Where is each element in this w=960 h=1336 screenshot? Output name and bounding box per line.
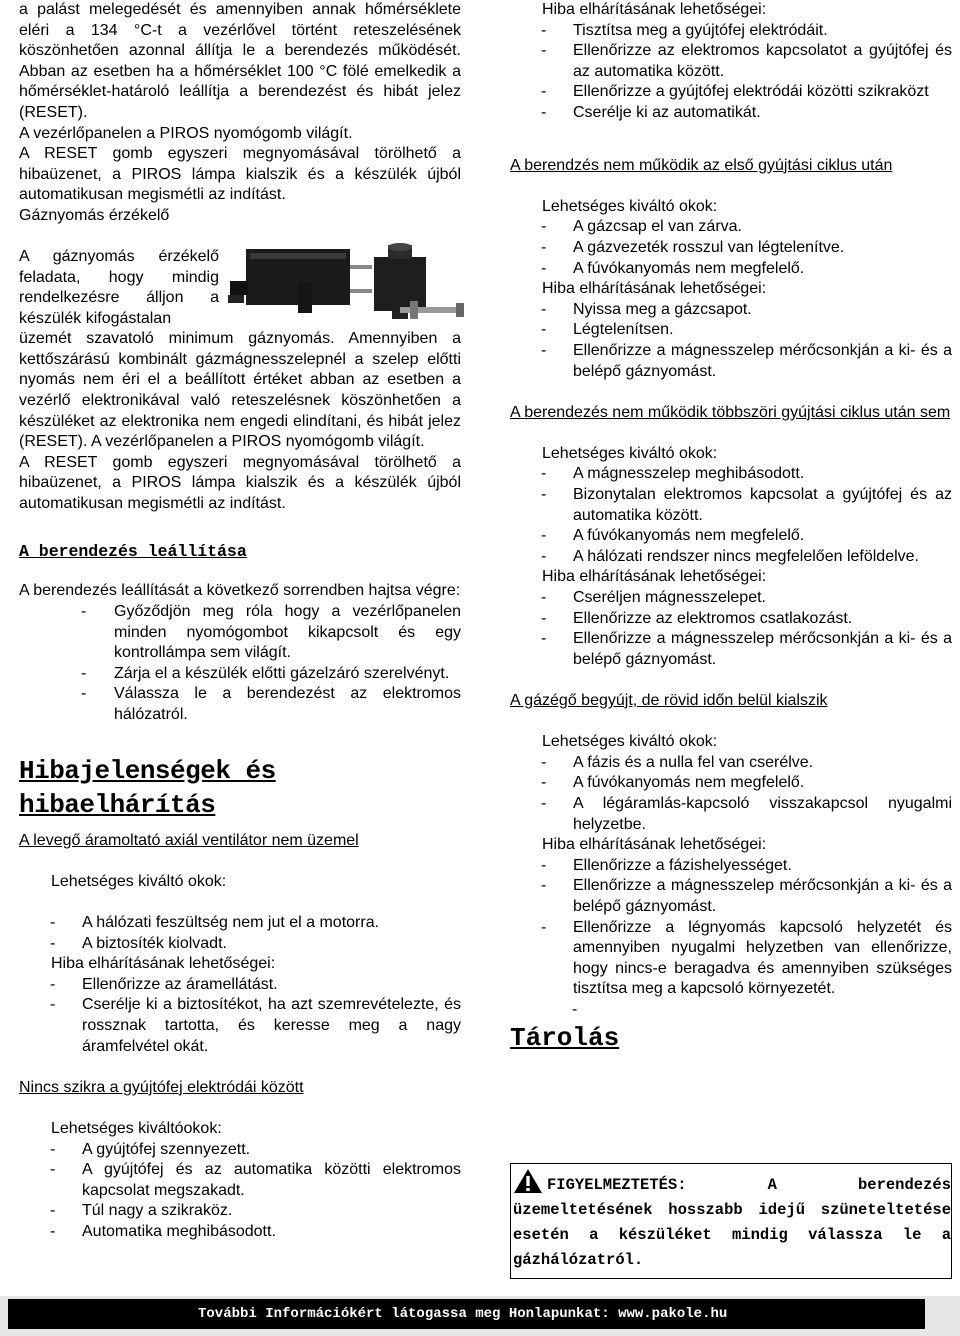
shutdown-intro: A berendezés leállítását a következő sorrendben hajtsa végre: xyxy=(19,582,461,600)
list-item: - A gázcsap el van zárva. xyxy=(541,218,742,236)
spark-fix-label: Hiba elhárításának lehetőségei: xyxy=(542,1,767,18)
first-cycle-causes-list xyxy=(510,217,952,279)
list-item: - A gázvezeték rosszul van légtelenítve. xyxy=(541,238,845,256)
fan-causes-label: Lehetséges kiváltó okok: xyxy=(51,872,227,890)
list-item: - Ellenőrizze az elektromos csatlakozást. xyxy=(541,609,853,627)
warning-text: FIGYELMEZTETÉS: A berendezés üzemeltetésének hosszabb idejű szüneteltetése esetén a készüléket mindig válassza le a gázhálózatról. xyxy=(513,1176,951,1269)
spark-fix-list xyxy=(510,21,952,124)
footer xyxy=(0,1296,960,1336)
list-item: - Bizonytalan elektromos kapcsolat a gyújtófej és az automatika között. xyxy=(541,486,952,524)
intro-paragraph: a palást melegedését és amennyiben annak hőmérséklete eléri a 134 °C-t a vezérlővel történt reteszelésének köszönhetően azonnal állítja le a berendezés működését. Abban az esetben ha a hőmérséklet 100 °C fölé emelkedik a hőmérséklet-határoló leállítja a berendezést és hibát jelez (RESET). xyxy=(19,1,461,121)
footer-text: További Információkért látogassa meg Honlapunkat: www.pakole.hu xyxy=(198,1306,728,1322)
list-item: - Légtelenítsen. xyxy=(541,321,674,339)
list-item: - Ellenőrizze a légnyomás kapcsoló helyzetét és amennyiben nyugalmi helyzetben van ellenőrizze, hogy nincs-e beragadva és amennyiben szükséges tisztítsa meg a kapcsoló környezetét. xyxy=(541,918,952,998)
sensor-block xyxy=(19,247,461,329)
left-column xyxy=(19,0,461,1243)
list-item: - Válassza le a berendezést az elektromos hálózatról. xyxy=(81,685,461,724)
list-item: - A fázis és a nulla fel van cserélve. xyxy=(541,753,814,771)
warning-icon xyxy=(513,1168,543,1194)
list-item: - Győződjön meg róla hogy a vezérlőpanelen minden nyomógombot kikapcsolt és egy kontrollámpa sem világít. xyxy=(81,603,461,662)
list-item: - Ellenőrizze a fázishelyességet. xyxy=(541,856,792,874)
gas-pressure-sensor-image xyxy=(224,243,480,327)
list-item: - A hálózati rendszer nincs megfelelően leföldelve. xyxy=(541,547,919,565)
list-item: - A fúvókanyomás nem megfelelő. xyxy=(541,774,805,792)
burner-heading: A gázégő begyújt, de rövid időn belül kialszik xyxy=(510,692,828,709)
multi-cycle-fix-list xyxy=(510,588,952,670)
fan-heading: A levegő áramoltató axiál ventilátor nem üzemel xyxy=(19,831,359,849)
list-item: - A mágnesszelep meghibásodott. xyxy=(541,465,805,483)
intro-red-button: A vezérlőpanelen a PIROS nyomógomb világít. xyxy=(19,124,353,142)
list-item: - Cserélje ki az automatikát. xyxy=(541,103,761,121)
list-item: - A gyújtófej szennyezett. xyxy=(50,1140,251,1158)
first-cycle-causes-label: Lehetséges kiváltó okok: xyxy=(542,197,718,215)
fan-fix-list xyxy=(19,975,461,1057)
stray-dash: - xyxy=(572,1000,578,1018)
first-cycle-fix-list xyxy=(510,300,952,382)
list-item: - Tisztítsa meg a gyújtófej elektródáit. xyxy=(541,21,828,39)
spark-causes-label: Lehetséges kiváltóokok: xyxy=(51,1119,222,1137)
multi-cycle-causes-list xyxy=(510,464,952,567)
right-column xyxy=(510,0,952,1055)
spark-causes-list xyxy=(19,1140,461,1243)
list-item: - Automatika meghibásodott. xyxy=(50,1222,276,1240)
first-cycle-heading: A berendzés nem működik az első gyújtási ciklus után xyxy=(510,156,893,174)
list-item: - Zárja el a készülék előtti gázelzáró szerelvényt. xyxy=(81,664,450,682)
burner-causes-label: Lehetséges kiváltó okok: xyxy=(542,733,718,751)
list-item: - Ellenőrizze a mágnesszelep mérőcsonkján a ki- és a belépő gáznyomást. xyxy=(541,341,952,380)
list-item: - Ellenőrizze a mágnesszelep mérőcsonkján a ki- és a belépő gáznyomást. xyxy=(541,630,952,668)
first-cycle-fix-label: Hiba elhárításának lehetőségei: xyxy=(542,280,767,298)
fan-causes-list xyxy=(19,913,461,954)
list-item: - A gyújtófej és az automatika közötti elektromos kapcsolat megszakadt. xyxy=(50,1161,461,1199)
intro-reset: A RESET gomb egyszeri megnyomásával törölhető a hibaüzenet, a PIROS lámpa kialszik és a készülék újból automatikusan megismétli az indítást. xyxy=(19,145,461,204)
list-item: - Nyissa meg a gázcsapot. xyxy=(541,300,752,318)
list-item: - A hálózati feszültség nem jut el a motorra. xyxy=(50,914,380,931)
sensor-text-continued: üzemét szavatoló minimum gáznyomás. Amennyiben a kettőszárású kombinált gázmágnesszelepnél a szelep előtti nyomás nem éri el a beállított értéket abban az esetben a vezérlő elektronikával való reteszelésnek köszönhetően a készüléket az elektronika nem engedi elindítani, és hibát jelez (RESET). A vezérlőpanelen a PIROS nyomógomb világít. xyxy=(19,330,461,451)
multi-cycle-causes-label: Lehetséges kiváltó okok: xyxy=(542,444,718,462)
list-item: - Cserélje ki a biztosítékot, ha azt szemrevételezte, és rossznak tartotta, és keresse meg a nagy áramfelvétel okát. xyxy=(50,996,461,1055)
spark-heading: Nincs szikra a gyújtófej elektródái között xyxy=(19,1078,304,1096)
list-item: - A fúvókanyomás nem megfelelő. xyxy=(541,259,805,277)
footer-bar xyxy=(8,1299,925,1329)
faults-heading: Hibajelenségek és hibaelhárítás xyxy=(19,755,276,820)
list-item: - Ellenőrizze az áramellátást. xyxy=(50,975,278,993)
list-item: - Ellenőrizze az elektromos kapcsolatot a gyújtófej és az automatika között. xyxy=(541,42,952,80)
burner-fix-label: Hiba elhárításának lehetőségei: xyxy=(542,836,767,854)
list-item: - A fúvókanyomás nem megfelelő. xyxy=(541,527,805,545)
list-item: - Ellenőrizze a gyújtófej elektródái közötti szikraközt xyxy=(541,83,929,101)
list-item: - A légáramlás-kapcsoló visszakapcsol nyugalmi helyzetbe. xyxy=(541,794,952,833)
warning-box xyxy=(510,1163,952,1279)
storage-heading: Tárolás xyxy=(510,1022,620,1053)
shutdown-list xyxy=(19,602,461,726)
multi-cycle-heading: A berendezés nem működik többszöri gyújtási ciklus után sem xyxy=(510,403,951,421)
burner-causes-list xyxy=(510,753,952,835)
sensor-text: A gáznyomás érzékelő feladata, hogy mindig rendelkezésre álljon a készülék kifogástalan xyxy=(19,248,219,327)
burner-fix-list xyxy=(510,856,952,1000)
reset-paragraph: A RESET gomb egyszeri megnyomásával törölhető a hibaüzenet, a PIROS lámpa kialszik és a készülék újból automatikusan megismétli az indítást. xyxy=(19,453,461,512)
sensor-title: Gáznyomás érzékelő xyxy=(19,206,170,224)
list-item: - Cseréljen mágnesszelepet. xyxy=(541,589,766,607)
shutdown-heading: A berendezés leállítása xyxy=(19,542,247,562)
page-number: 9.oldal xyxy=(832,1302,887,1324)
list-item: - Túl nagy a szikraköz. xyxy=(50,1202,233,1220)
fan-fix-label: Hiba elhárításának lehetőségei: xyxy=(51,955,276,973)
multi-cycle-fix-label: Hiba elhárításának lehetőségei: xyxy=(542,568,767,586)
list-item: - Ellenőrizze a mágnesszelep mérőcsonkján a ki- és a belépő gáznyomást. xyxy=(541,877,952,915)
list-item: - A biztosíték kiolvadt. xyxy=(50,934,227,952)
